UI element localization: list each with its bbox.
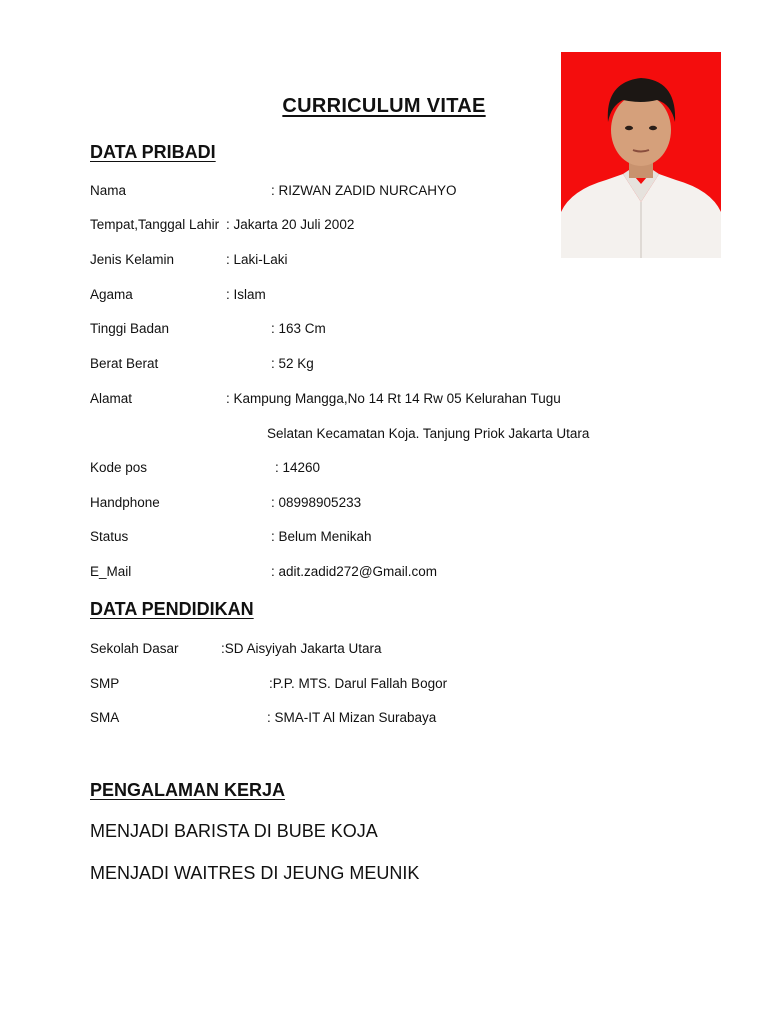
field-value: : Islam (226, 287, 266, 302)
field-value: : Kampung Mangga,No 14 Rt 14 Rw 05 Kelurahan Tugu (226, 391, 561, 406)
experience-item: MENJADI BARISTA DI BUBE KOJA (90, 821, 378, 841)
section-heading-personal: DATA PRIBADI (90, 142, 216, 162)
field-label: SMP (90, 676, 120, 691)
field-value: : Laki-Laki (226, 252, 288, 267)
field-value: : 08998905233 (271, 495, 362, 510)
field-label: Sekolah Dasar (90, 641, 179, 656)
field-label: Nama (90, 183, 127, 198)
field-label: Alamat (90, 391, 133, 406)
section-heading-experience: PENGALAMAN KERJA (90, 780, 286, 800)
field-value: : 52 Kg (271, 356, 314, 371)
field-value-continued: Selatan Kecamatan Koja. Tanjung Priok Jakarta Utara (267, 426, 590, 441)
field-value: :P.P. MTS. Darul Fallah Bogor (269, 676, 448, 691)
field-label: Agama (90, 287, 133, 302)
field-value: : 163 Cm (271, 321, 326, 336)
field-value: :SD Aisyiyah Jakarta Utara (221, 641, 382, 656)
person-portrait-icon (561, 52, 721, 258)
field-label: SMA (90, 710, 120, 725)
field-label: Jenis Kelamin (90, 252, 175, 267)
field-label: Tempat,Tanggal Lahir (90, 217, 220, 232)
email-value: : adit.zadid272@Gmail.com (271, 564, 438, 579)
field-label: E_Mail (90, 564, 132, 579)
field-value: : SMA-IT Al Mizan Surabaya (267, 710, 437, 725)
field-label: Kode pos (90, 460, 148, 475)
field-value: : Jakarta 20 Juli 2002 (226, 217, 355, 232)
field-label: Tinggi Badan (90, 321, 170, 336)
profile-photo (561, 52, 721, 258)
document-title: CURRICULUM VITAE (282, 95, 486, 117)
field-label: Handphone (90, 495, 160, 510)
field-label: Status (90, 529, 129, 544)
field-value: : RIZWAN ZADID NURCAHYO (271, 183, 457, 198)
field-value: : Belum Menikah (271, 529, 372, 544)
experience-item: MENJADI WAITRES DI JEUNG MEUNIK (90, 863, 420, 883)
field-label: Berat Berat (90, 356, 159, 371)
field-value: : 14260 (275, 460, 321, 475)
section-heading-education: DATA PENDIDIKAN (90, 599, 254, 619)
